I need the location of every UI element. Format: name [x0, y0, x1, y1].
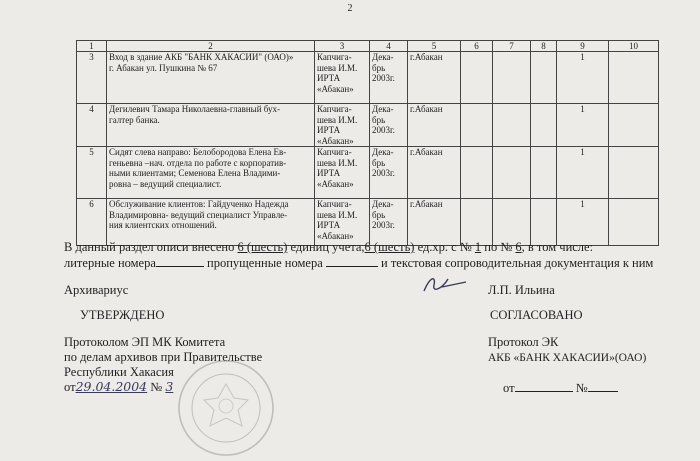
row-date — [370, 52, 408, 104]
author-line: ИРТА — [317, 168, 341, 178]
description-line: Вход в здание АКБ "БАНК ХАКАСИИ" (ОАО)» — [109, 52, 294, 62]
approved-num-handwritten: 3 — [165, 379, 174, 394]
approved-num-label: № — [150, 380, 163, 394]
description-line: ния клиентских отношений. — [109, 220, 217, 230]
accompanying-docs-label: и текстовая сопроводительная документация к ним — [381, 256, 654, 270]
approved-line-3: Республики Хакасия — [64, 365, 174, 379]
date-line: брь — [372, 157, 386, 168]
row-date — [370, 199, 408, 246]
column-header-1: 1 — [77, 41, 107, 52]
row-col-8 — [531, 147, 557, 199]
row-col-9: 1 — [557, 199, 609, 246]
archivist-name: Л.П. Ильина — [488, 283, 555, 297]
summary-line-1 — [64, 240, 593, 254]
author-line: Капчига- — [317, 52, 352, 62]
row-col-10 — [609, 52, 659, 104]
author-line: шева И.М. — [317, 62, 358, 73]
table-row — [77, 199, 659, 246]
row-number: 4 — [77, 104, 107, 147]
description-line: Дегилевич Тамара Николаевна-главный бух- — [109, 104, 281, 114]
row-description — [107, 199, 315, 246]
agreed-line-1: Протокол ЭК — [488, 335, 559, 349]
author-line: «Абакан» — [317, 83, 354, 94]
row-col-7 — [493, 147, 531, 199]
inventory-table — [76, 40, 659, 246]
author-line: «Абакан» — [317, 178, 354, 189]
missed-numbers-blank — [326, 255, 378, 267]
date-line: 2003г. — [372, 220, 395, 230]
agreed-title: СОГЛАСОВАНО — [490, 308, 583, 322]
literal-numbers-blank — [156, 255, 204, 267]
row-date — [370, 104, 408, 147]
row-col-10 — [609, 199, 659, 246]
table-row — [77, 104, 659, 147]
row-place: г.Абакан — [408, 147, 461, 199]
column-header-2: 2 — [107, 41, 315, 52]
description-line: геньевна –нач. отдела по работе с корпоратив- — [109, 157, 287, 168]
summary-line-2 — [64, 255, 653, 270]
official-seal-stamp — [176, 358, 276, 458]
row-col-9: 1 — [557, 104, 609, 147]
date-line: 2003г. — [372, 73, 395, 83]
author-line: шева И.М. — [317, 157, 358, 168]
row-col-6 — [461, 104, 493, 147]
units-count: 6 (шесть) — [237, 240, 288, 254]
column-header-10: 10 — [609, 41, 659, 52]
approved-line-1: Протоколом ЭП МК Комитета — [64, 335, 226, 349]
row-col-7 — [493, 52, 531, 104]
column-header-5: 5 — [408, 41, 461, 52]
from-number: 1 — [474, 240, 482, 254]
row-author — [315, 104, 370, 147]
description-line: Сидят слева направо: Белобородова Елена Ев- — [109, 147, 287, 157]
date-line: брь — [372, 62, 386, 73]
description-line: галтер банка. — [109, 114, 160, 125]
date-line: брь — [372, 114, 386, 125]
row-date — [370, 147, 408, 199]
row-col-9: 1 — [557, 147, 609, 199]
row-place: г.Абакан — [408, 199, 461, 246]
summary-text-4: по № — [484, 240, 513, 254]
row-col-8 — [531, 104, 557, 147]
row-description — [107, 147, 315, 199]
column-header-9: 9 — [557, 41, 609, 52]
summary-text-5: , в том числе: — [521, 240, 594, 254]
row-description — [107, 52, 315, 104]
missed-numbers-label: пропущенные номера — [207, 256, 323, 270]
summary-text-3: ед.хр. с № — [417, 240, 472, 254]
approved-title: УТВЕРЖДЕНО — [80, 308, 165, 322]
to-number: 6 — [515, 240, 522, 254]
column-header-6: 6 — [461, 41, 493, 52]
author-line: Капчига- — [317, 199, 352, 209]
signature-mark — [420, 273, 470, 295]
table-header-row — [77, 41, 659, 52]
row-col-6 — [461, 52, 493, 104]
date-line: Дека- — [372, 104, 394, 114]
row-col-8 — [531, 52, 557, 104]
literal-numbers-label: литерные номера — [64, 256, 156, 270]
author-line: «Абакан» — [317, 135, 354, 146]
date-line: Дека- — [372, 147, 394, 157]
agreed-line-2: АКБ «БАНК ХАКАСИИ»(ОАО) — [488, 352, 647, 364]
agreed-date-blank — [515, 380, 573, 392]
row-number: 3 — [77, 52, 107, 104]
author-line: ИРТА — [317, 125, 341, 135]
agreed-from-label: от — [503, 381, 515, 395]
agreed-num-label: № — [575, 381, 588, 395]
approved-from-label: от — [64, 380, 76, 394]
page-number: 2 — [347, 3, 353, 14]
row-col-7 — [493, 104, 531, 147]
row-author — [315, 199, 370, 246]
agreed-num-blank — [588, 380, 618, 392]
row-author — [315, 147, 370, 199]
approved-date-line — [64, 380, 173, 394]
author-line: Капчига- — [317, 147, 352, 157]
table-row — [77, 52, 659, 104]
table-row — [77, 147, 659, 199]
author-line: «Абакан» — [317, 230, 354, 241]
date-line: 2003г. — [372, 168, 395, 178]
author-line: шева И.М. — [317, 114, 358, 125]
row-col-6 — [461, 147, 493, 199]
row-col-7 — [493, 199, 531, 246]
author-line: ИРТА — [317, 73, 341, 83]
row-col-9: 1 — [557, 52, 609, 104]
row-author — [315, 52, 370, 104]
description-line: Владимировна- ведущий специалист Управле- — [109, 209, 288, 220]
date-line: Дека- — [372, 52, 394, 62]
column-header-7: 7 — [493, 41, 531, 52]
row-number: 6 — [77, 199, 107, 246]
row-col-10 — [609, 147, 659, 199]
row-description — [107, 104, 315, 147]
description-line: ровна – ведущий специалист. — [109, 178, 222, 189]
summary-text-1: В данный раздел описи внесено — [64, 240, 235, 254]
row-place: г.Абакан — [408, 104, 461, 147]
author-line: шева И.М. — [317, 209, 358, 220]
archivist-role: Архивариус — [64, 283, 129, 297]
row-number: 5 — [77, 147, 107, 199]
date-line: брь — [372, 209, 386, 220]
description-line: Обслуживание клиентов: Гайдученко Надежда — [109, 199, 289, 209]
column-header-3: 3 — [315, 41, 370, 52]
summary-text-2: единиц учета, — [290, 240, 365, 254]
description-line: г. Абакан ул. Пушкина № 67 — [109, 62, 218, 73]
author-line: ИРТА — [317, 220, 341, 230]
row-col-10 — [609, 104, 659, 147]
row-col-6 — [461, 199, 493, 246]
approved-line-2: по делам архивов при Правительстве — [64, 350, 263, 364]
storage-count: 6 (шесть) — [364, 240, 415, 254]
approved-date-handwritten: 29.04.2004 — [75, 379, 148, 394]
date-line: 2003г. — [372, 125, 395, 135]
column-header-4: 4 — [370, 41, 408, 52]
row-col-8 — [531, 199, 557, 246]
date-line: Дека- — [372, 199, 394, 209]
column-header-8: 8 — [531, 41, 557, 52]
row-place: г.Абакан — [408, 52, 461, 104]
description-line: ными клиентами; Семенова Елена Владими- — [109, 168, 281, 178]
author-line: Капчига- — [317, 104, 352, 114]
agreed-date-line — [503, 380, 618, 395]
